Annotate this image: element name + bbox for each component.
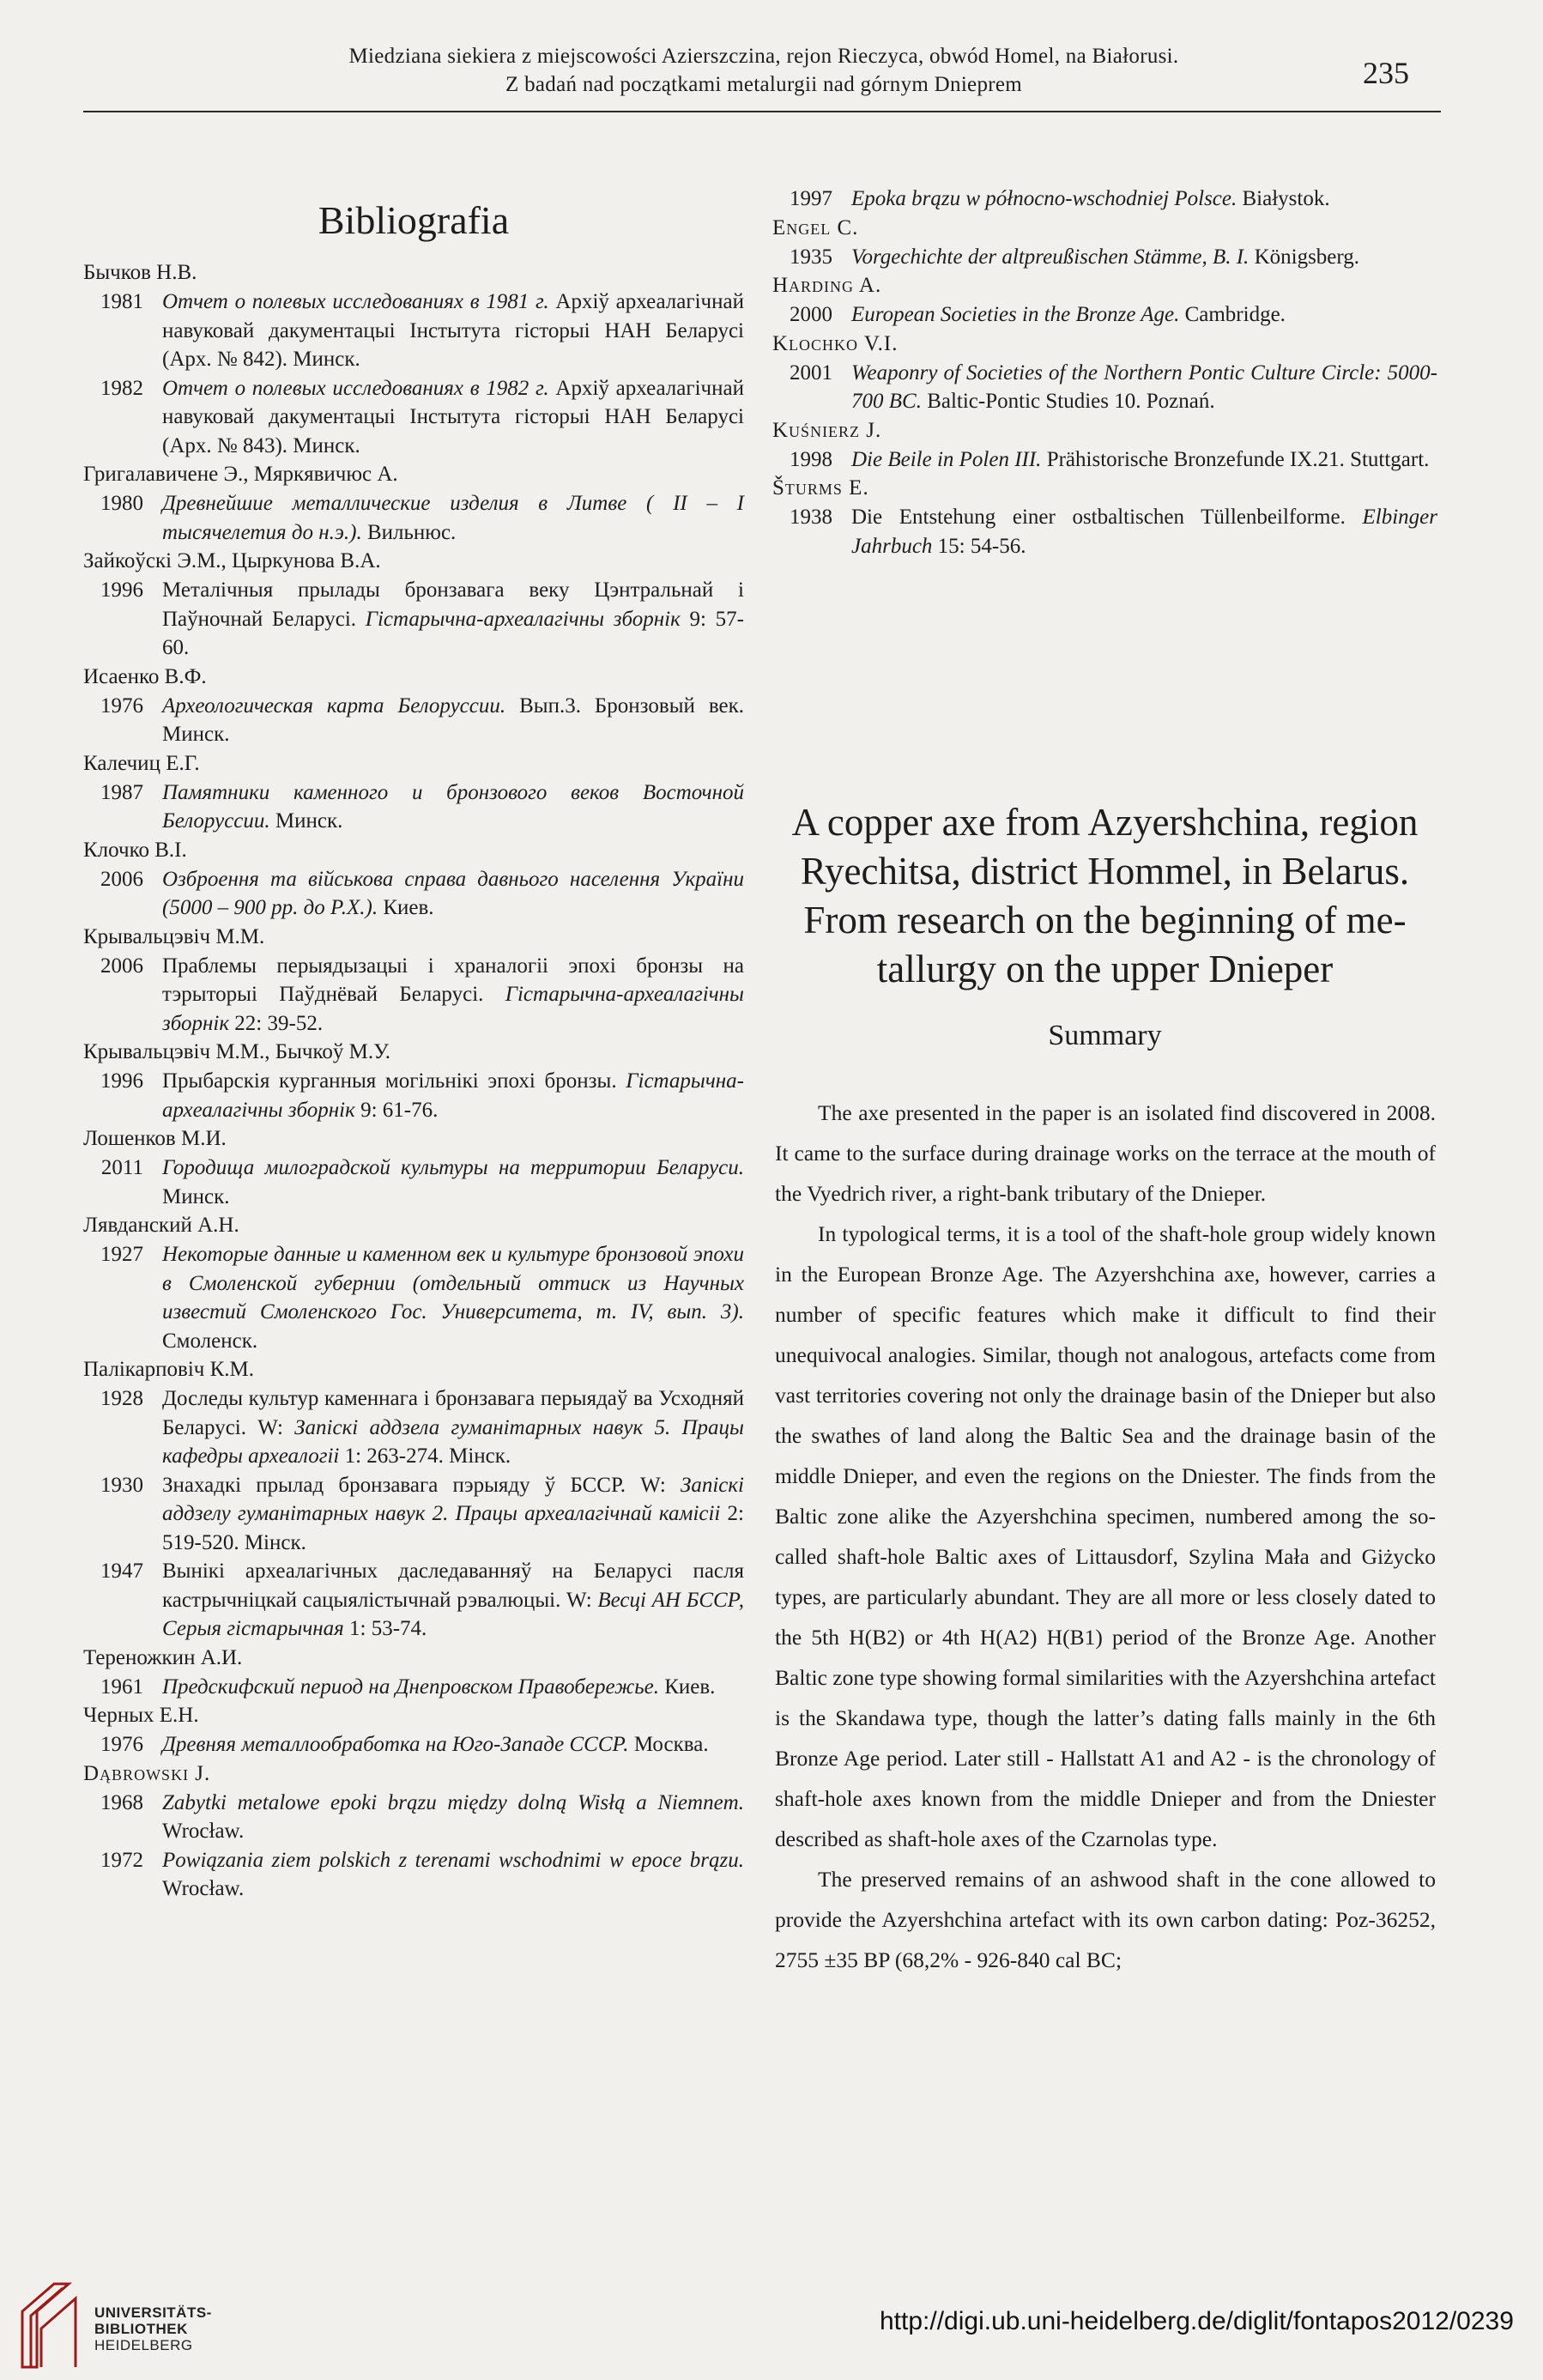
bib-year: 2001 [790, 360, 832, 385]
bib-text: Die Beile in Polen III. Prähistorische Bronzefunde IX.21. Stuttgart. [851, 447, 1430, 471]
bib-year: 2000 [790, 303, 832, 326]
library-name-line2: BIBLIOTHEK [94, 2321, 188, 2337]
bib-year: 1998 [790, 447, 832, 471]
bib-entry [83, 1846, 744, 1904]
bib-year: 1961 [100, 1674, 143, 1699]
bib-year: 2006 [100, 954, 143, 978]
bib-entry [83, 1789, 744, 1846]
bib-year: 1927 [100, 1243, 143, 1266]
bib-year: 1980 [100, 492, 143, 515]
bib-year: 1987 [100, 780, 143, 804]
bib-year: 1938 [790, 506, 832, 529]
bib-text: Доследы культур каменнага і бронзавага перыядаў ва Усходняй Беларусі. W: Запіскі аддзела гуманітарных навук 5. Працы кафедры археалогіі 1: 263-274. Мінск. [162, 1387, 744, 1468]
bib-text: Праблемы перыядызацыі і храналогіі эпохі бронзы на тэрыторыі Паўднёвай Беларусі. Гістарычна-археалагічны зборнік 22: 39-52. [162, 954, 744, 1035]
bib-text: Археологическая карта Белоруссии. Вып.3. Бронзовый век. Минск. [162, 693, 744, 746]
summary-paragraph: In typological terms, it is a tool of the shaft-hole group widely known in the European Bronze Age. The Azyershchina axe, however, carries a number of specific features which make it difficult to find their unequivocal analogies. Similar, though not analogous, artefacts come from vast territories covering not only the drainage basin of the Dnieper but also the swathes of land along the Baltic Sea and the drainage basin of the middle Dnieper, and even the regions on the Dniester. The finds from the Baltic zone alike the Azyershchina specimen, numbered among the so-called shaft-hole Baltic axes of Littausdorf, Szylina Mała and Giżycko types, are particularly abundant. They are all more or less closely dated to the 5th H(B2) or 4th H(A2) H(B1) period of the Bronze Age. Another Baltic zone type showing formal similarities with the Azyershchina artefact is the Skandawa type, though the latter’s dating falls mainly in the 6th Bronze Age period. Later still - Hallstatt A1 and A2 - is the chronology of shaft-hole axes known from the middle Dnieper and from the Dniester described as shaft-hole axes of the Czarnolas type. [775, 1221, 1436, 1851]
bib-author: Крывальцэвіч М.М., Бычкоў М.У. [83, 1040, 390, 1063]
bib-entry [83, 1067, 744, 1124]
summary-title-line: A copper axe from Azyershchina, region [791, 801, 1419, 844]
bib-entry [772, 359, 1437, 416]
bib-entry [83, 576, 744, 663]
library-name-line3: HEIDELBERG [94, 2337, 193, 2353]
summary-title [772, 798, 1437, 994]
bib-entry [83, 489, 744, 547]
library-logo-block [15, 2277, 273, 2371]
bib-author: Бычков Н.В. [83, 261, 197, 284]
bib-author: Палікарповіч К.М. [83, 1358, 255, 1381]
bib-text: Древнейшие металлические изделия в Литве ( II – I тысячелетия до н.э.). Вильнюс. [162, 492, 744, 544]
bib-text: Металічныя прылады бронзавага веку Цэнтральнай і Паўночнай Беларусі. Гістарычна-археалагічны зборнік 9: 57-60. [162, 578, 745, 659]
bib-year: 1968 [100, 1790, 143, 1814]
bib-author: Kuśnierz J. [772, 418, 882, 442]
bib-entry [83, 1557, 744, 1644]
bib-text: Отчет о полевых исследованиях в 1981 г. Архіў археалагічнай навуковай дакументацыі Інстытута гісторыі НАН Беларусі (Арх. № 842). Минск. [162, 290, 744, 371]
bib-author: Исаенко В.Ф. [83, 664, 207, 688]
bib-year: 1935 [790, 245, 832, 269]
library-name-line1: UNIVERSITÄTS- [94, 2304, 212, 2321]
bib-text: Знахадкі прылад бронзавага пэрыяду ў БССР. W: Запіскі аддзелу гуманітарных навук 2. Працы археалагічнай камісіі 2: 519-520. Мінск. [162, 1473, 744, 1554]
bib-text: Epoka brązu w północno-wschodniej Polsce. Białystok. [851, 187, 1330, 210]
bib-text: Городища милоградской культуры на территории Беларуси. Минск. [162, 1156, 744, 1208]
bib-entry [772, 243, 1437, 272]
bib-year: 1976 [100, 693, 143, 718]
bib-entry [772, 503, 1437, 560]
bib-author: Лошенков М.И. [83, 1127, 227, 1150]
bibliography-list-continued [772, 185, 1437, 560]
page-number: 235 [1363, 56, 1409, 90]
bib-entry [83, 692, 744, 749]
bib-text: Озброення та військова справа давнього населення України (5000 – 900 рр. до Р.Х.). Киев. [162, 867, 744, 919]
bib-text: Некоторые данные и каменном век и культуре бронзовой эпохи в Смоленской губернии (отдельный оттиск из Научных известий Смоленского Гос. Университета, т. IV, вып. 3). Смоленск. [162, 1243, 744, 1353]
bib-year: 1947 [100, 1559, 143, 1583]
summary-subtitle: Summary [1048, 1020, 1162, 1051]
bib-year: 1976 [100, 1733, 143, 1756]
summary-paragraph: The preserved remains of an ashwood shaft in the cone allowed to provide the Azyershchina artefact with its own carbon dating: Poz-36252, 2755 ±35 BP (68,2% - 926-840 cal BC; [775, 1867, 1436, 1972]
header-rule [83, 111, 1441, 112]
bib-text: Вынікі археалагічных даследаванняў на Беларусі пасля кастрычніцкай сацыялістычнай рэвалюцыі. W: Весці АН БССР, Серыя гістарычная 1: 53-74. [162, 1559, 744, 1640]
bib-text: Vorgechichte der altpreußischen Stämme, B. I. Königsberg. [851, 245, 1360, 269]
bib-entry [83, 374, 744, 461]
bib-year: 1996 [100, 1069, 143, 1093]
bib-text: Die Entstehung einer ostbaltischen Tüllenbeilforme. Elbinger Jahrbuch 15: 54-56. [851, 506, 1437, 558]
bib-author: Тереножкин А.И. [83, 1645, 243, 1669]
bib-year: 1930 [100, 1473, 143, 1497]
bib-author: Klochko V.I. [772, 331, 899, 355]
bib-author: Клочко В.І. [83, 838, 187, 862]
running-header-line2: Z badań nad początkami metalurgii nad górnym Dnieprem [505, 73, 1023, 96]
bib-year: 1982 [100, 376, 143, 400]
bib-author: Dąbrowski J. [83, 1761, 211, 1785]
bib-year: 1972 [100, 1848, 143, 1872]
bib-year: 2011 [100, 1156, 143, 1179]
bib-text: Предскифский период на Днепровском Правобережье. Киев. [162, 1674, 716, 1699]
bib-text: Zabytki metalowe epoki brązu między dolną Wisłą a Niemnem. Wrocław. [162, 1790, 744, 1843]
library-logo-icon [15, 2277, 84, 2371]
bib-year: 1928 [100, 1387, 143, 1410]
bib-text: Прыбарскія курганныя могільнікі эпохі бронзы. Гістарычна-археалагічны зборнік 9: 61-76. [162, 1069, 744, 1122]
bib-entry [83, 1240, 744, 1355]
bib-year: 1996 [100, 578, 143, 602]
bib-entry [83, 778, 744, 836]
summary-paragraph: The axe presented in the paper is an isolated find discovered in 2008. It came to the surface during drainage works on the terrace at the mouth of the Vyedrich river, a right-bank tributary of the Dnieper. [775, 1100, 1436, 1206]
bib-entry [772, 300, 1437, 330]
bib-year: 1997 [790, 187, 832, 210]
bib-entry [772, 185, 1437, 214]
summary-title-line: tallurgy on the upper Dnieper [876, 948, 1334, 990]
bibliography-list [83, 258, 744, 1904]
summary-title-line: Ryechitsa, district Hommel, in Belarus. [800, 850, 1410, 893]
bib-author: Григалавичене Э., Мяркявичюс А. [83, 463, 398, 486]
bibliography-right-column [772, 185, 1437, 560]
running-header-line1: Miedziana siekiera z miejscowości Azierszczina, rejon Rieczyca, obwód Homel, na Białorusi. [348, 45, 1179, 68]
bibliography-left-column [83, 197, 744, 1904]
bib-author: Черных Е.Н. [83, 1704, 199, 1727]
bib-entry [83, 1471, 744, 1558]
bib-entry [83, 1673, 744, 1702]
bib-author: Зайкоўскі Э.М., Цыркунова В.А. [83, 549, 381, 572]
bib-author: Калечиц Е.Г. [83, 751, 200, 775]
summary-header [772, 798, 1437, 1052]
summary-title-line: From research on the beginning of me- [803, 899, 1407, 942]
bib-author: Engel C. [772, 215, 859, 239]
bib-year: 2006 [100, 867, 143, 891]
bib-author: Harding A. [772, 274, 882, 297]
summary-body [775, 1093, 1436, 1980]
bib-text: Древняя металлообработка на Юго-Западе СССР. Москва. [162, 1733, 709, 1756]
bib-author: Крывальцэвіч М.М. [83, 924, 265, 948]
bib-author: Лявданский А.Н. [83, 1214, 239, 1237]
bib-entry [83, 288, 744, 374]
bib-entry [83, 865, 744, 923]
bib-year: 1981 [100, 290, 143, 313]
bib-entry [83, 1154, 744, 1211]
source-url-link[interactable]: http://digi.ub.uni-heidelberg.de/diglit/fontapos2012/0239 [880, 2307, 1514, 2335]
bib-entry [772, 445, 1437, 475]
bib-entry [83, 1384, 744, 1471]
bib-author: Šturms E. [772, 476, 869, 500]
bib-entry [83, 1730, 744, 1759]
bib-text: European Societies in the Bronze Age. Cambridge. [851, 303, 1286, 326]
bib-text: Отчет о полевых исследованиях в 1982 г. Архіў археалагічнай навуковай дакументацыі Інстытута гісторыі НАН Беларусі (Арх. № 843). Минск. [162, 376, 744, 457]
bib-entry [83, 952, 744, 1039]
bib-text: Памятники каменного и бронзового веков Восточной Белоруссии. Минск. [162, 780, 744, 833]
bibliography-heading: Bibliografia [318, 198, 510, 242]
bib-text: Powiązania ziem polskich z terenami wschodnimi w epoce brązu. Wrocław. [162, 1848, 744, 1900]
bib-text: Weaponry of Societies of the Northern Pontic Culture Circle: 5000-700 BC. Baltic-Pontic Studies 10. Poznań. [851, 360, 1437, 413]
